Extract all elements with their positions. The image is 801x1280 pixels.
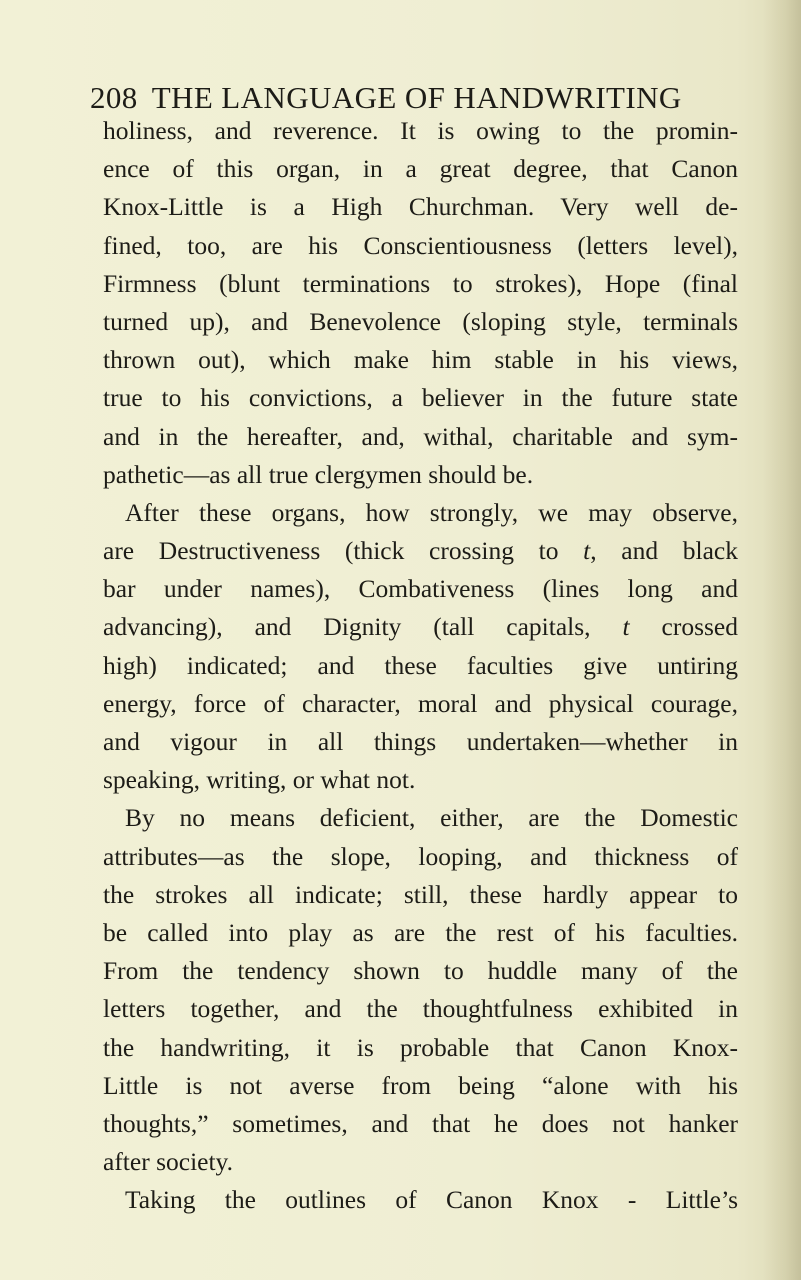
text-line: the handwriting, it is probable that Canon Knox- [103, 1032, 738, 1062]
italic-letter: t [622, 612, 630, 642]
text-line: the strokes all indicate; still, these hardly appear to [103, 879, 738, 909]
text-line: high) indicated; and these faculties give untiring [103, 650, 738, 680]
text-line: After these organs, how strongly, we may observe, [125, 497, 738, 527]
text-line: pathetic—as all true clergymen should be. [103, 459, 534, 489]
text-line: after society. [103, 1147, 234, 1177]
text-line: attributes—as the slope, looping, and thickness of [103, 841, 738, 871]
text-line: and vigour in all things undertaken—whether in [103, 727, 738, 756]
text-run: advancing), and Dignity (tall capitals, [103, 612, 623, 642]
page-edge-shadow [763, 0, 801, 1280]
text-line: By no means deficient, either, are the Domestic [125, 803, 738, 833]
page-number: 208 [90, 80, 138, 115]
running-title: THE LANGUAGE OF HANDWRITING [151, 80, 682, 115]
text-line: Knox-Little is a High Churchman. Very well de- [103, 192, 738, 222]
text-line: Taking the outlines of Canon Knox - Little’s [125, 1185, 738, 1215]
text-line: bar under names), Combativeness (lines long and [103, 574, 738, 604]
text-line: From the tendency shown to huddle many of the [103, 956, 738, 986]
running-head [90, 80, 730, 116]
text-line: ence of this organ, in a great degree, that Canon [103, 154, 738, 184]
text-line: thrown out), which make him stable in his views, [103, 345, 738, 375]
body-text [103, 112, 738, 1219]
text-line: Little is not averse from being “alone with his [103, 1070, 738, 1100]
text-line: true to his convictions, a believer in the future state [103, 383, 738, 413]
text-line: turned up), and Benevolence (sloping style, terminals [103, 306, 738, 336]
italic-letter: t [583, 536, 591, 566]
text-line [103, 532, 738, 570]
text-line: energy, force of character, moral and physical courage, [103, 688, 738, 718]
text-line: letters together, and the thoughtfulness exhibited in [103, 994, 738, 1024]
text-line: and in the hereafter, and, withal, charitable and sym- [103, 421, 738, 451]
text-run: , and black [590, 536, 738, 566]
text-line: fined, too, are his Conscientiousness (letters level), [103, 230, 738, 260]
text-line: speaking, writing, or what not. [103, 765, 416, 795]
text-line: thoughts,” sometimes, and that he does not hanker [103, 1108, 738, 1138]
text-run: are Destructiveness (thick crossing to [103, 536, 584, 566]
text-line [103, 608, 738, 646]
text-run: crossed [629, 612, 738, 642]
text-line: Firmness (blunt terminations to strokes), Hope (final [103, 268, 738, 298]
text-line: holiness, and reverence. It is owing to the promin- [103, 116, 738, 145]
text-line: be called into play as are the rest of his faculties. [103, 917, 738, 947]
